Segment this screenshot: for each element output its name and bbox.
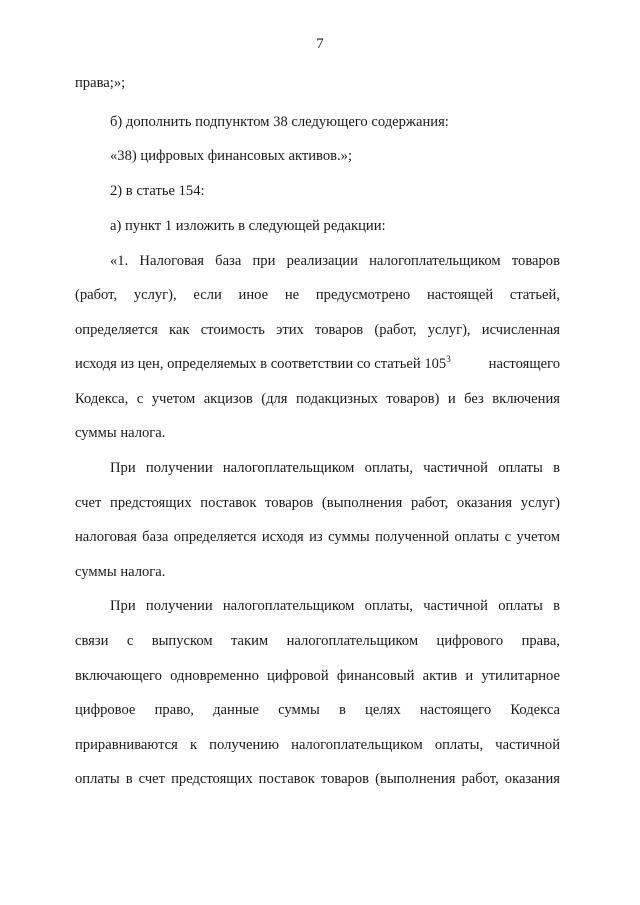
text-line: права;»; <box>75 75 126 91</box>
text-line: а) пункт 1 изложить в следующей редакции: <box>110 218 386 234</box>
text-line: При получении налогоплательщиком оплаты, частичной оплаты в <box>110 460 560 476</box>
text-segment: настоящего <box>488 356 560 372</box>
text-line: налоговая база определяется исходя из суммы полученной оплаты с учетом <box>75 529 560 545</box>
text-line: суммы налога. <box>75 425 166 441</box>
text-line: приравниваются к получению налогоплательщиком оплаты, частичной <box>75 737 560 753</box>
text-line: «1. Налоговая база при реализации налогоплательщиком товаров <box>110 253 560 269</box>
text-line: определяется как стоимость этих товаров (работ, услуг), исчисленная <box>75 322 560 338</box>
text-line: оплаты в счет предстоящих поставок товаров (выполнения работ, оказания <box>75 771 560 787</box>
text-segment: исходя из цен, определяемых в соответствии со статьей $105^3$ <box>75 354 451 372</box>
text-line: Кодекса, с учетом акцизов (для подакцизных товаров) и без включения <box>75 391 560 407</box>
superscript: 3 <box>446 354 451 365</box>
text-line: 2) в статье 154: <box>110 183 205 199</box>
text-line: цифровое право, данные суммы в целях настоящего Кодекса <box>75 702 560 718</box>
text-line: суммы налога. <box>75 564 166 580</box>
text-line: При получении налогоплательщиком оплаты, частичной оплаты в <box>110 598 560 614</box>
text-line-with-sup <box>75 355 560 373</box>
text-line: б) дополнить подпунктом 38 следующего содержания: <box>110 114 449 130</box>
page-number: 7 <box>316 36 324 52</box>
text-line: «38) цифровых финансовых активов.»; <box>110 148 353 164</box>
text-line: связи с выпуском таким налогоплательщиком цифрового права, <box>75 633 560 649</box>
text-line: включающего одновременно цифровой финансовый актив и утилитарное <box>75 668 560 684</box>
text-line: (работ, услуг), если иное не предусмотрено настоящей статьей, <box>75 287 560 303</box>
text-line: счет предстоящих поставок товаров (выполнения работ, оказания услуг) <box>75 495 560 511</box>
